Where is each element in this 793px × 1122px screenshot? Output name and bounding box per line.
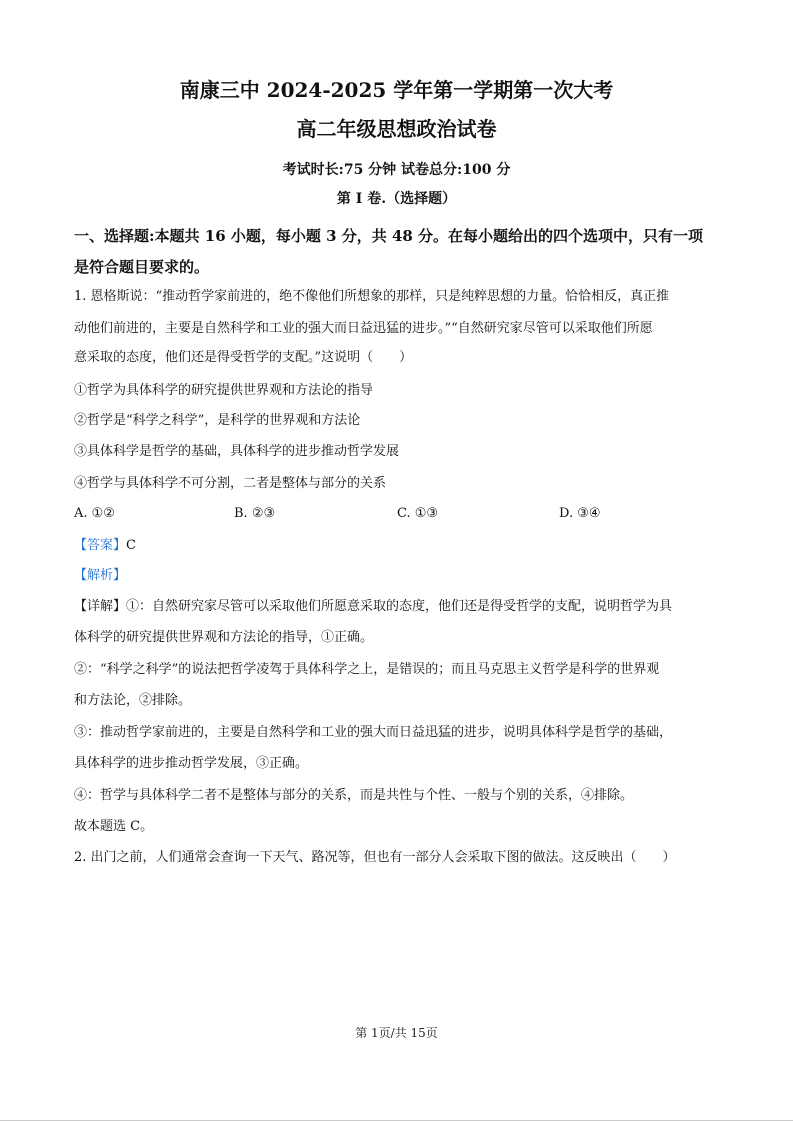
exam-subtitle: 高二年级思想政治试卷 <box>296 117 497 141</box>
answer-value: C <box>126 538 136 553</box>
analysis-tag: 【解析】 <box>74 568 127 583</box>
exam-title: 南康三中 2024-2025 学年第一学期第一次大考 <box>179 78 614 102</box>
question-2-stem: 2. 出门之前，人们通常会查询一下天气、路况等，但也有一部分人会采取下图的做法。这反映出（ ） <box>74 850 676 865</box>
explanation-line: ④：哲学与具体科学二者不是整体与部分的关系，而是共性与个性、一般与个别的关系，④排除。 <box>74 788 634 803</box>
option-c: C. ①③ <box>397 506 439 521</box>
explanation-line: 体科学的研究提供世界观和方法论的指导，①正确。 <box>74 630 374 645</box>
option-a: A. ①② <box>74 506 115 521</box>
question-stem-line: 1. 恩格斯说：“推动哲学家前进的，绝不像他们所想象的那样，只是纯粹思想的力量。恰恰相反，真正推 <box>74 289 670 304</box>
page-number: 第 1页/共 15页 <box>355 1026 438 1040</box>
analysis-line <box>74 567 726 585</box>
statement-3: ③具体科学是哲学的基础，具体科学的进步推动哲学发展 <box>74 444 400 459</box>
part-label: 第 I 卷.（选择题） <box>336 191 457 207</box>
explanation-line: 和方法论，②排除。 <box>74 693 192 708</box>
answer-options <box>74 505 726 523</box>
explanation-line: 具体科学的进步推动哲学发展，③正确。 <box>74 756 309 771</box>
explanation-line: 故本题选 C。 <box>74 819 154 834</box>
statement-4: ④哲学与具体科学不可分割，二者是整体与部分的关系 <box>74 476 387 491</box>
question-stem-line: 动他们前进的，主要是自然科学和工业的强大而日益迅猛的进步。”“自然研究家尽管可以采取他们所愿 <box>74 321 653 336</box>
question-stem-line: 意采取的态度，他们还是得受哲学的支配。”这说明（ ） <box>74 350 413 365</box>
option-d: D. ③④ <box>559 506 601 521</box>
section-instructions-line: 是符合题目要求的。 <box>74 258 210 276</box>
section-instructions <box>74 221 726 283</box>
answer-tag: 【答案】 <box>74 538 127 553</box>
statement-2: ②哲学是“科学之科学”，是科学的世界观和方法论 <box>74 413 361 428</box>
explanation-line: ③：推动哲学家前进的，主要是自然科学和工业的强大而日益迅猛的进步，说明具体科学是哲学的基础， <box>74 725 673 740</box>
answer-line <box>74 537 726 555</box>
explanation-line: 【详解】①：自然研究家尽管可以采取他们所愿意采取的态度，他们还是得受哲学的支配，说明哲学为具 <box>74 599 673 614</box>
option-b: B. ②③ <box>234 506 276 521</box>
statement-1: ①哲学为具体科学的研究提供世界观和方法论的指导 <box>74 383 374 398</box>
section-instructions-line: 一、选择题:本题共 16 小题，每小题 3 分，共 48 分。在每小题给出的四个选项中，只有一项 <box>74 227 704 245</box>
explanation-line: ②：“科学之科学”的说法把哲学凌驾于具体科学之上，是错误的；而且马克思主义哲学是科学的世界观 <box>74 662 660 677</box>
exam-info: 考试时长:75 分钟 试卷总分:100 分 <box>282 162 511 178</box>
page-bottom-rule <box>0 1120 793 1121</box>
